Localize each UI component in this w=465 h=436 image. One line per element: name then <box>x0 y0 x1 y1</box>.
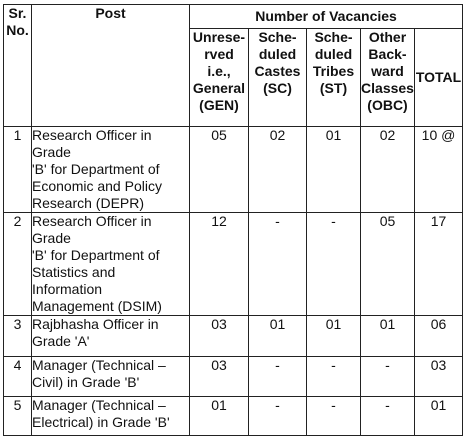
row-sc: - <box>249 357 307 397</box>
row-obc: 01 <box>361 316 415 357</box>
header-obc: Other Back- ward Classes (OBC) <box>361 29 415 127</box>
row-sc: - <box>249 213 307 316</box>
row-st: - <box>307 357 361 397</box>
row-post: Manager (Technical – Civil) in Grade 'B' <box>32 357 190 397</box>
row-gen: 05 <box>190 127 249 213</box>
row-st: 01 <box>307 316 361 357</box>
row-total: 01 <box>415 397 463 436</box>
row-sr-no: 5 <box>4 397 32 436</box>
row-post: Research Officer in Grade 'B' for Department of Statistics and Information Management (DSIM) <box>32 213 190 316</box>
row-gen: 01 <box>190 397 249 436</box>
row-post: Manager (Technical – Electrical) in Grade 'B' <box>32 397 190 436</box>
row-st: - <box>307 213 361 316</box>
row-total: 03 <box>415 357 463 397</box>
header-unreserved: Unrese- rved i.e., General (GEN) <box>190 29 249 127</box>
row-sr-no: 3 <box>4 316 32 357</box>
row-obc: 05 <box>361 213 415 316</box>
table-row <box>4 127 463 213</box>
row-post: Research Officer in Grade 'B' for Department of Economic and Policy Research (DEPR) <box>32 127 190 213</box>
header-number-of-vacancies: Number of Vacancies <box>190 5 463 29</box>
header-total: TOTAL <box>415 29 463 127</box>
row-gen: 12 <box>190 213 249 316</box>
row-total: 10 @ <box>415 127 463 213</box>
row-sc: - <box>249 397 307 436</box>
vacancies-table <box>3 4 463 436</box>
row-gen: 03 <box>190 316 249 357</box>
row-st: - <box>307 397 361 436</box>
header-sc: Sche- duled Castes (SC) <box>249 29 307 127</box>
row-obc: - <box>361 357 415 397</box>
table-row <box>4 357 463 397</box>
table-row <box>4 397 463 436</box>
table-row <box>4 213 463 316</box>
row-post: Rajbhasha Officer in Grade 'A' <box>32 316 190 357</box>
row-total: 06 <box>415 316 463 357</box>
header-st: Sche- duled Tribes (ST) <box>307 29 361 127</box>
row-sr-no: 4 <box>4 357 32 397</box>
header-sr-no: Sr. No. <box>4 5 32 127</box>
table-row <box>4 316 463 357</box>
row-sc: 02 <box>249 127 307 213</box>
row-sc: 01 <box>249 316 307 357</box>
header-post: Post <box>32 5 190 127</box>
row-obc: 02 <box>361 127 415 213</box>
row-st: 01 <box>307 127 361 213</box>
row-sr-no: 1 <box>4 127 32 213</box>
row-total: 17 <box>415 213 463 316</box>
row-sr-no: 2 <box>4 213 32 316</box>
row-obc: - <box>361 397 415 436</box>
row-gen: 03 <box>190 357 249 397</box>
